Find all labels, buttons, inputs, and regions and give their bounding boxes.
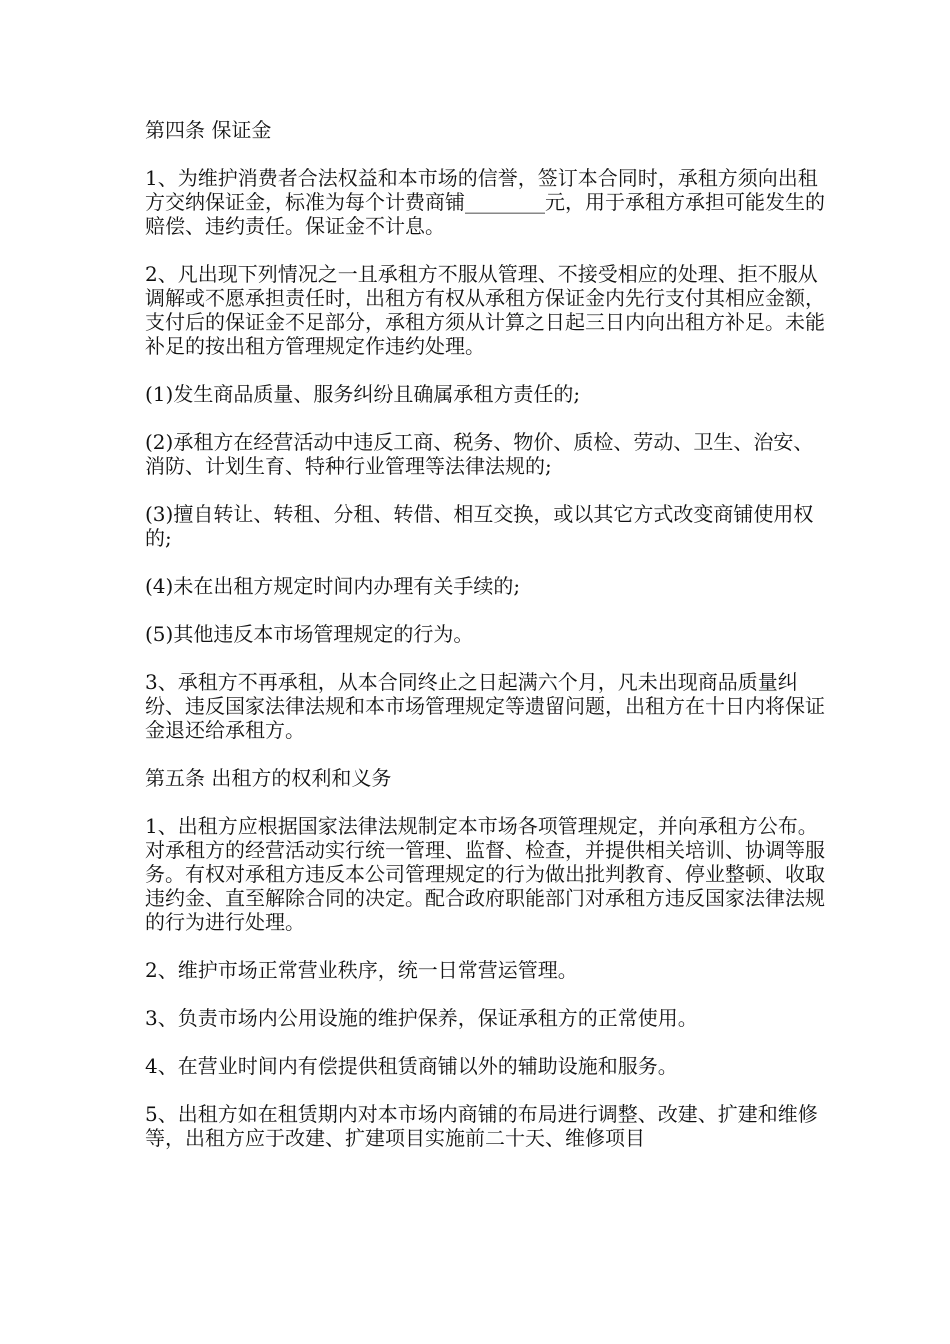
paragraph: 5、出租方如在租赁期内对本市场内商铺的布局进行调整、改建、扩建和维修等，出租方应于改建、扩建项目实施前二十天、维修项目 [145,1102,818,1150]
list-item: (5)其他违反本市场管理规定的行为。 [145,622,474,646]
section-heading-4: 第四条 保证金 [145,118,272,142]
paragraph: 1、出租方应根据国家法律法规制定本市场各项管理规定，并向承租方公布。对承租方的经营活动实行统一管理、监督、检查，并提供相关培训、协调等服务。有权对承租方违反本公司管理规定的行为做出批判教育、停业整顿、收取违约金、直至解除合同的决定。配合政府职能部门对承租方违反国家法律法规的行为进行处理。 [145,814,825,934]
list-item: (3)擅自转让、转租、分租、转借、相互交换，或以其它方式改变商铺使用权的; [145,502,814,550]
list-item: (2)承租方在经营活动中违反工商、税务、物价、质检、劳动、卫生、治安、消防、计划生育、特种行业管理等法律法规的; [145,430,814,478]
list-item: (4)未在出租方规定时间内办理有关手续的; [145,574,521,598]
paragraph: 4、在营业时间内有偿提供租赁商铺以外的辅助设施和服务。 [145,1054,678,1078]
document-body [145,118,825,1174]
paragraph: 3、负责市场内公用设施的维护保养，保证承租方的正常使用。 [145,1006,698,1030]
section-heading-5: 第五条 出租方的权利和义务 [145,766,392,790]
paragraph: 2、维护市场正常营业秩序，统一日常营运管理。 [145,958,578,982]
paragraph: 2、凡出现下列情况之一且承租方不服从管理、不接受相应的处理、拒不服从调解或不愿承担责任时，出租方有权从承租方保证金内先行支付其相应金额，支付后的保证金不足部分，承租方须从计算之日起三日内向出租方补足。未能补足的按出租方管理规定作违约处理。 [145,262,825,358]
paragraph: 1、为维护消费者合法权益和本市场的信誉，签订本合同时，承租方须向出租方交纳保证金，标准为每个计费商铺________元，用于承租方承担可能发生的赔偿、违约责任。保证金不计息。 [145,166,825,238]
list-item: (1)发生商品质量、服务纠纷且确属承租方责任的; [145,382,581,406]
paragraph: 3、承租方不再承租，从本合同终止之日起满六个月，凡未出现商品质量纠纷、违反国家法律法规和本市场管理规定等遗留问题，出租方在十日内将保证金退还给承租方。 [145,670,825,742]
